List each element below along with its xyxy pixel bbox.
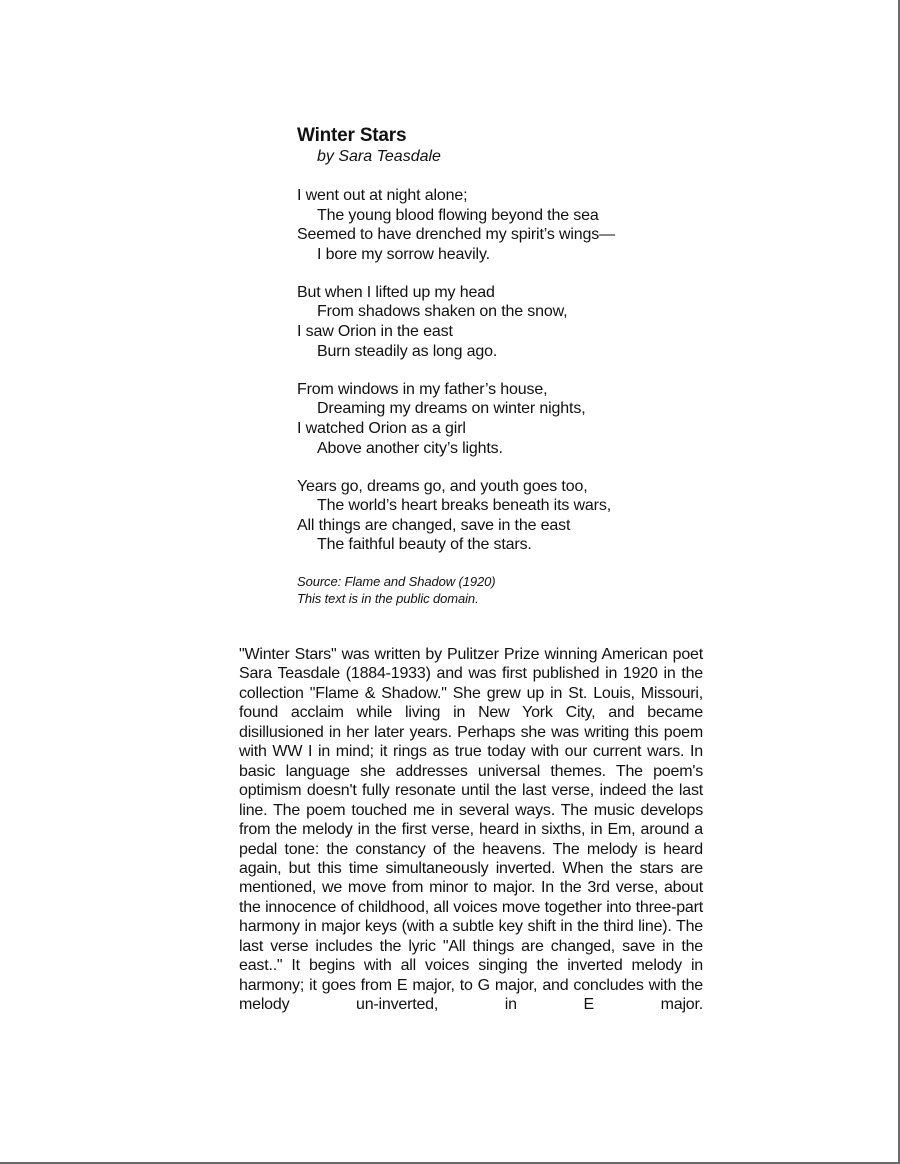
stanza-3: [297, 380, 717, 458]
poem-line: The world’s heart breaks beneath its wars,: [317, 497, 611, 515]
source-note: [297, 574, 717, 607]
poem-line: I bore my sorrow heavily.: [317, 245, 490, 263]
poem-line: I went out at night alone;: [297, 187, 468, 204]
poem-line: All things are changed, save in the east: [297, 516, 571, 534]
poem-line: From shadows shaken on the snow,: [317, 303, 568, 321]
poem: [297, 124, 717, 607]
poem-line: Dreaming my dreams on winter nights,: [317, 400, 586, 418]
stanza-4: [297, 477, 717, 555]
poem-line: Seemed to have drenched my spirit’s wings—: [297, 226, 616, 244]
source-citation: Source: Flame and Shadow (1920): [297, 574, 496, 589]
poem-line: Above another city’s lights.: [317, 439, 503, 457]
commentary-paragraph: "Winter Stars" was written by Pulitzer Prize winning American poet Sara Teasdale (1884-1933) and was first published in 1920 in the collection "Flame & Shadow." She grew up in St. Louis, Missouri, found acclaim while living in New York City, and became disillusioned in her later years. Perhaps she was writing this poem with WW I in mind; it rings as true today with our current wars. In basic language she addresses universal themes. The poem's optimism doesn't fully resonate until the last verse, indeed the last line. The poem touched me in several ways. The music develops from the melody in the first verse, heard in sixths, in Em, around a pedal tone: the constancy of the heavens. The melody is heard again, but this time simultaneously inverted. When the stars are mentioned, we move from minor to major. In the 3rd verse, about the innocence of childhood, all voices move together into three-part harmony in major keys (with a subtle key shift in the third line). The last verse includes the lyric "All things are changed, save in the east.." It begins with all voices singing the inverted melody in harmony; it goes from E major, to G major, and concludes with the melody un-inverted, in E major.: [239, 646, 703, 1014]
poem-line: The faithful beauty of the stars.: [317, 536, 532, 554]
poem-line: I watched Orion as a girl: [297, 419, 466, 437]
poem-line: The young blood flowing beyond the sea: [317, 206, 599, 224]
poem-line: From windows in my father’s house,: [297, 380, 548, 398]
poem-line: I saw Orion in the east: [297, 323, 453, 341]
poem-author: by Sara Teasdale: [317, 148, 441, 165]
poem-title: Winter Stars: [297, 125, 407, 146]
stanza-1: [297, 186, 717, 264]
poem-line: Years go, dreams go, and youth goes too,: [297, 477, 588, 495]
rights-notice: This text is in the public domain.: [297, 590, 479, 606]
poem-line: Burn steadily as long ago.: [317, 342, 498, 360]
stanza-2: [297, 283, 717, 361]
poem-line: But when I lifted up my head: [297, 283, 495, 301]
